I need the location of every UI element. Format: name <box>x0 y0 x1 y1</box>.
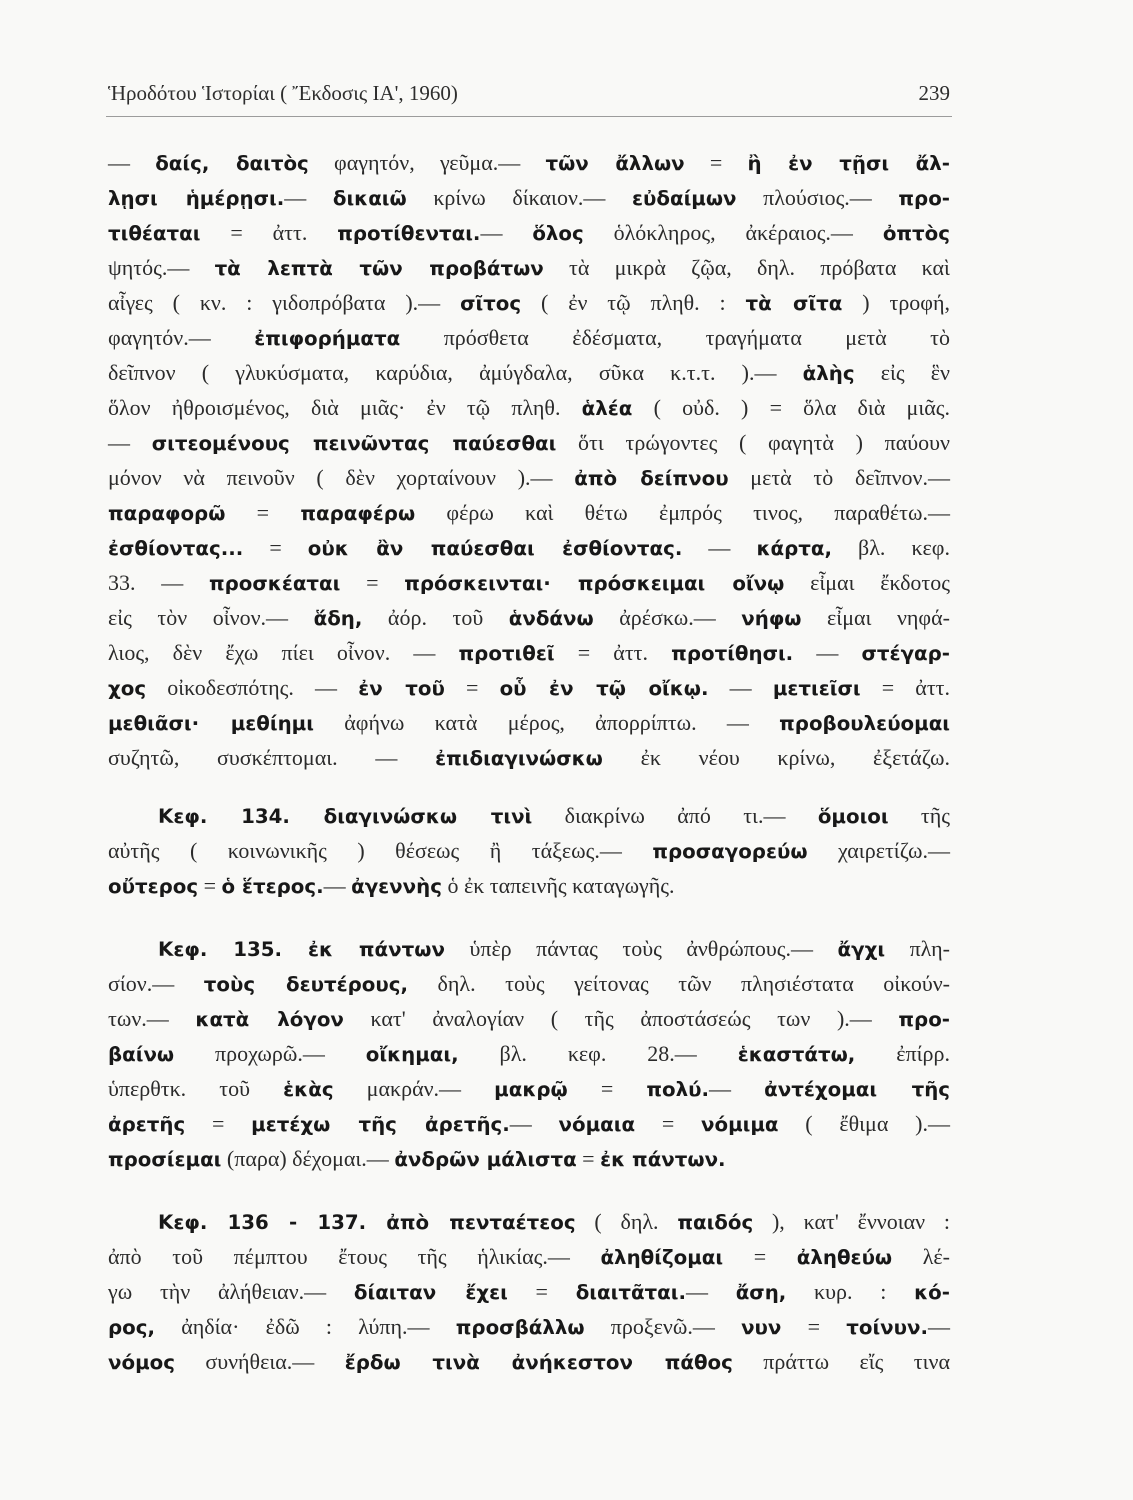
bold-term: κό- <box>914 1281 950 1304</box>
bold-term: νυν <box>741 1316 782 1339</box>
text-run: = <box>444 675 500 700</box>
text-run: ὁλόκληρος, ἀκέραιος.— <box>583 220 883 245</box>
bold-term: τοίνυν. <box>846 1316 928 1339</box>
text-line <box>108 495 950 530</box>
bold-term: χος <box>108 677 147 700</box>
bold-term: Κεφ. 134. διαγινώσκω τινὶ <box>158 805 533 828</box>
bold-term: βαίνω <box>108 1043 175 1066</box>
text-run: κυρ. : <box>786 1279 915 1304</box>
text-run: φαγητόν, γεῦμα.— <box>308 150 546 175</box>
bold-term: τιθέαται <box>108 222 201 245</box>
text-run: λιος, δὲν ἔχω πίει οἶνον. — <box>108 640 459 665</box>
text-run: ὑπὲρ πάντας τοὺς ἀνθρώπους.— <box>444 936 838 961</box>
bold-term: παιδός <box>677 1211 754 1234</box>
paragraph <box>108 798 950 903</box>
bold-term: νήφω <box>741 607 802 630</box>
text-run: εἰς ἓν <box>854 360 950 385</box>
bold-term: παραφέρω <box>300 502 416 525</box>
text-run: ), κατ' ἔννοιαν : <box>753 1209 950 1234</box>
bold-term: ἢ ἐν τῇσι ἄλ- <box>747 152 950 175</box>
bold-term: κατὰ λόγον <box>195 1008 344 1031</box>
bold-term: σῖτος <box>460 292 522 315</box>
text-run: ) τροφή, <box>842 290 951 315</box>
text-run: = ἀττ. <box>200 220 338 245</box>
text-line <box>108 1001 950 1036</box>
text-run: εἶμαι ἔκδοτος <box>784 570 950 595</box>
bold-term: ἔρδω τινὰ ἀνήκεστον πάθος <box>344 1351 733 1374</box>
text-run: — <box>480 220 533 245</box>
bold-term: ἐκ πάντων. <box>600 1148 726 1171</box>
bold-term: δαίς, δαιτὸς <box>155 152 309 175</box>
text-line <box>108 1036 950 1071</box>
bold-term: προσβάλλω <box>455 1316 585 1339</box>
text-run: = <box>507 1279 576 1304</box>
text-run: κατ' ἀναλογίαν ( τῆς ἀποστάσεώς των ).— <box>343 1006 899 1031</box>
bold-term: δίαιταν ἔχει <box>353 1281 508 1304</box>
text-run: — <box>685 1279 736 1304</box>
bold-term: κάρτα, <box>756 537 832 560</box>
text-run: αἶγες ( κν. : γιδοπρόβατα ).— <box>108 290 461 315</box>
text-run: ὑπερθτκ. τοῦ <box>108 1076 284 1101</box>
bold-term: μεθιᾶσι· μεθίημι <box>108 712 314 735</box>
bold-term: ὅμοιοι <box>817 805 889 828</box>
bold-term: τῶν ἄλλων <box>545 152 685 175</box>
text-run: = <box>185 1111 252 1136</box>
text-run: = <box>635 1111 702 1136</box>
bold-term: ἁνδάνω <box>508 607 594 630</box>
bold-term: ἀνδρῶν μάλιστα <box>394 1148 577 1171</box>
bold-term: οὔτερος <box>108 875 199 898</box>
text-run: — <box>108 430 152 455</box>
text-run: = ἀττ. <box>554 640 672 665</box>
text-run: οἰκοδεσπότης. — <box>146 675 359 700</box>
text-line <box>108 215 950 250</box>
text-run: ἐπίρρ. <box>855 1041 950 1066</box>
text-run: συνήθεια.— <box>174 1349 345 1374</box>
text-run: φαγητόν.— <box>108 325 255 350</box>
text-line <box>108 1274 950 1309</box>
bold-term: δικαιῶ <box>332 187 407 210</box>
text-run: βλ. κεφ. <box>832 535 950 560</box>
bold-term: προτιθεῖ <box>458 642 555 665</box>
bold-term: προσαγορεύω <box>652 840 808 863</box>
bold-term: πολύ. <box>646 1078 710 1101</box>
bold-term: εὐδαίμων <box>632 187 737 210</box>
text-run: πλη- <box>885 936 950 961</box>
text-line <box>108 1071 950 1106</box>
text-line <box>108 285 950 320</box>
running-title: Ἡροδότου Ἱστορίαι ( Ἔκδοσις ΙΑ', 1960) <box>108 81 458 105</box>
text-run: — <box>793 640 862 665</box>
text-run: προξενῶ.— <box>584 1314 742 1339</box>
text-run: ὅλον ἠθροισμένος, διὰ μιᾶς· ἐν τῷ πληθ. <box>108 395 582 420</box>
text-line <box>108 670 950 705</box>
bold-term: τὰ λεπτὰ τῶν προβάτων <box>214 257 544 280</box>
text-run: συζητῶ, συσκέπτομαι. — <box>108 745 436 770</box>
text-run: προχωρῶ.— <box>174 1041 366 1066</box>
text-line <box>108 1204 950 1239</box>
bold-term: ἁλὴς <box>802 362 855 385</box>
text-line <box>108 833 950 868</box>
bold-term: οὗ ἐν τῷ οἴκῳ. <box>499 677 709 700</box>
text-run: = <box>684 150 748 175</box>
text-run: τῆς <box>888 803 950 828</box>
text-line <box>108 931 950 966</box>
paragraph <box>108 1204 950 1379</box>
bold-term: ἁλέα <box>581 397 633 420</box>
text-run: — <box>108 150 156 175</box>
text-run: δηλ. τοὺς γείτονας τῶν πλησιέστατα οἰκούν- <box>407 971 950 996</box>
bold-term: προ- <box>898 1008 950 1031</box>
bold-term: προσίεμαι <box>108 1148 222 1171</box>
text-line <box>108 635 950 670</box>
text-run: = <box>198 873 222 898</box>
bold-term: ἅδη, <box>313 607 363 630</box>
bold-term: ἀρετῆς <box>108 1113 186 1136</box>
text-run: διακρίνω ἀπό τι.— <box>532 803 818 828</box>
text-run: — <box>709 1076 765 1101</box>
text-line <box>108 355 950 390</box>
text-run: κρίνω δίκαιον.— <box>406 185 633 210</box>
text-run: ἀρέσκω.— <box>593 605 742 630</box>
bold-term: ἀληθεύω <box>796 1246 893 1269</box>
bold-term: στέγαρ- <box>861 642 951 665</box>
text-run: = <box>567 1076 647 1101</box>
text-run: φέρω καὶ θέτω ἐμπρός τινος, παραθέτω.— <box>415 500 950 525</box>
bold-term: ἐσθίοντας... <box>108 537 244 560</box>
bold-term: μακρῷ <box>494 1078 568 1101</box>
paragraph <box>108 931 950 1176</box>
bold-term: ἀπὸ δείπνου <box>574 467 729 490</box>
bold-term: ἀντέχομαι τῆς <box>764 1078 950 1101</box>
text-run: 33. — <box>108 570 209 595</box>
bold-term: προτίθενται. <box>337 222 481 245</box>
bold-term: ἑκὰς <box>283 1078 334 1101</box>
bold-term: ὁ ἕτερος. <box>221 875 324 898</box>
text-run: γω τὴν ἀλήθειαν.— <box>108 1279 354 1304</box>
text-run: ἀόρ. τοῦ <box>362 605 509 630</box>
text-run: μόνον νὰ πεινοῦν ( δὲν χορταίνουν ).— <box>108 465 575 490</box>
text-run: λέ- <box>892 1244 950 1269</box>
bold-term: Κεφ. 136 - 137. ἀπὸ πενταέτεος <box>158 1211 576 1234</box>
bold-term: πρόσκεινται· πρόσκειμαι οἴνῳ <box>404 572 785 595</box>
text-run: χαιρετίζω.— <box>807 838 950 863</box>
text-line <box>108 565 950 600</box>
text-run: μετὰ τὸ δεῖπνον.— <box>728 465 950 490</box>
bold-term: τὰ σῖτα <box>745 292 843 315</box>
text-line <box>108 425 950 460</box>
text-run: ( δηλ. <box>575 1209 678 1234</box>
text-line <box>108 868 950 903</box>
bold-term: οἴκημαι, <box>365 1043 459 1066</box>
text-line <box>108 460 950 495</box>
bold-term: Κεφ. 135. ἐκ πάντων <box>158 938 445 961</box>
bold-term: ὅλος <box>532 222 584 245</box>
text-run: — <box>284 185 333 210</box>
text-run: σίον.— <box>108 971 204 996</box>
text-line <box>108 145 950 180</box>
text-run: αὐτῆς ( κοινωνικῆς ) θέσεως ἢ τάξεως.— <box>108 838 653 863</box>
bold-term: οὐκ ἂν παύεσθαι ἐσθίοντας. <box>307 537 683 560</box>
text-line <box>108 250 950 285</box>
text-run: = <box>723 1244 797 1269</box>
bold-term: μετέχω τῆς ἀρετῆς. <box>251 1113 510 1136</box>
page-body <box>108 145 950 1379</box>
text-line <box>108 390 950 425</box>
text-run: τὰ μικρὰ ζῷα, δηλ. πρόβατα καὶ <box>543 255 950 280</box>
text-run: — <box>323 873 352 898</box>
bold-term: ἄση, <box>735 1281 787 1304</box>
bold-term: λῃσι ἡμέρῃσι. <box>108 187 285 210</box>
text-run: = ἀττ. <box>860 675 951 700</box>
text-run: ( ἐν τῷ πληθ. : <box>521 290 746 315</box>
text-line <box>108 1309 950 1344</box>
text-line <box>108 966 950 1001</box>
text-line <box>108 705 950 740</box>
text-run: ὁ ἐκ ταπεινῆς καταγωγῆς. <box>441 873 675 898</box>
bold-term: σιτεομένους πεινῶντας παύεσθαι <box>151 432 557 455</box>
text-run: — <box>708 675 773 700</box>
text-run: εἶμαι νηφά- <box>801 605 950 630</box>
text-line <box>108 180 950 215</box>
text-run: ( ἔθιμα ).— <box>778 1111 950 1136</box>
text-run: ἐκ νέου κρίνω, ἐξετάζω. <box>602 745 951 770</box>
text-run: πρόσθετα ἐδέσματα, τραγήματα μετὰ τὸ <box>400 325 950 350</box>
bold-term: ἐν τοῦ <box>358 677 445 700</box>
text-run: ἀπὸ τοῦ πέμπτου ἔτους τῆς ἡλικίας.— <box>108 1244 601 1269</box>
bold-term: τοὺς δευτέρους, <box>203 973 408 996</box>
bold-term: ἑκαστάτω, <box>737 1043 856 1066</box>
text-line <box>108 530 950 565</box>
bold-term: ἐπιδιαγινώσκω <box>435 747 603 770</box>
text-run: = <box>225 500 301 525</box>
bold-term: ἀληθίζομαι <box>600 1246 724 1269</box>
text-run: — <box>682 535 757 560</box>
bold-term: ἀγεννὴς <box>351 875 442 898</box>
bold-term: ἐπιφορήματα <box>254 327 401 350</box>
bold-term: νόμαια <box>558 1113 636 1136</box>
text-run: (παρα) δέχομαι.— <box>221 1146 395 1171</box>
bold-term: νόμος <box>108 1351 175 1374</box>
text-run: των.— <box>108 1006 196 1031</box>
text-run: — <box>928 1314 950 1339</box>
text-run: πράττω εἴς τινα <box>732 1349 950 1374</box>
text-run: πλούσιος.— <box>736 185 899 210</box>
text-run: μακράν.— <box>333 1076 495 1101</box>
text-line <box>108 320 950 355</box>
bold-term: ρος, <box>108 1316 155 1339</box>
bold-term: ὀπτὸς <box>882 222 950 245</box>
text-run: ὅτι τρώγοντες ( φαγητὰ ) παύουν <box>556 430 950 455</box>
text-run: = <box>781 1314 847 1339</box>
bold-term: παραφορῶ <box>108 502 226 525</box>
text-run: = <box>243 535 308 560</box>
paragraph <box>108 145 950 775</box>
text-line <box>108 1141 950 1176</box>
bold-term: ἄγχι <box>837 938 886 961</box>
bold-term: προτίθησι. <box>671 642 794 665</box>
text-run: — <box>509 1111 559 1136</box>
text-run: βλ. κεφ. 28.— <box>458 1041 738 1066</box>
text-run: ἀηδία· ἐδῶ : λύπη.— <box>155 1314 456 1339</box>
text-line <box>108 1106 950 1141</box>
bold-term: νόμιμα <box>701 1113 779 1136</box>
bold-term: προσκέαται <box>208 572 341 595</box>
bold-term: προ- <box>898 187 951 210</box>
bold-term: διαιτᾶται. <box>575 1281 686 1304</box>
text-line <box>108 740 950 775</box>
running-header <box>108 79 950 107</box>
page-number: 239 <box>918 81 950 105</box>
text-line <box>108 600 950 635</box>
text-run: δεῖπνον ( γλυκύσματα, καρύδια, ἀμύγδαλα, σῦκα κ.τ.τ. ).— <box>108 360 803 385</box>
header-rule <box>106 116 952 117</box>
text-line <box>108 798 950 833</box>
text-run: ( οὐδ. ) = ὅλα διὰ μιᾶς. <box>632 395 951 420</box>
text-run: = <box>576 1146 601 1171</box>
text-line <box>108 1239 950 1274</box>
bold-term: μετιεῖσι <box>772 677 861 700</box>
text-line <box>108 1344 950 1379</box>
bold-term: προβουλεύομαι <box>779 712 950 735</box>
text-run: ψητός.— <box>108 255 215 280</box>
text-run: εἰς τὸν οἶνον.— <box>108 605 314 630</box>
text-run: ἀφήνω κατὰ μέρος, ἀπορρίπτω. — <box>313 710 780 735</box>
text-run: = <box>340 570 405 595</box>
